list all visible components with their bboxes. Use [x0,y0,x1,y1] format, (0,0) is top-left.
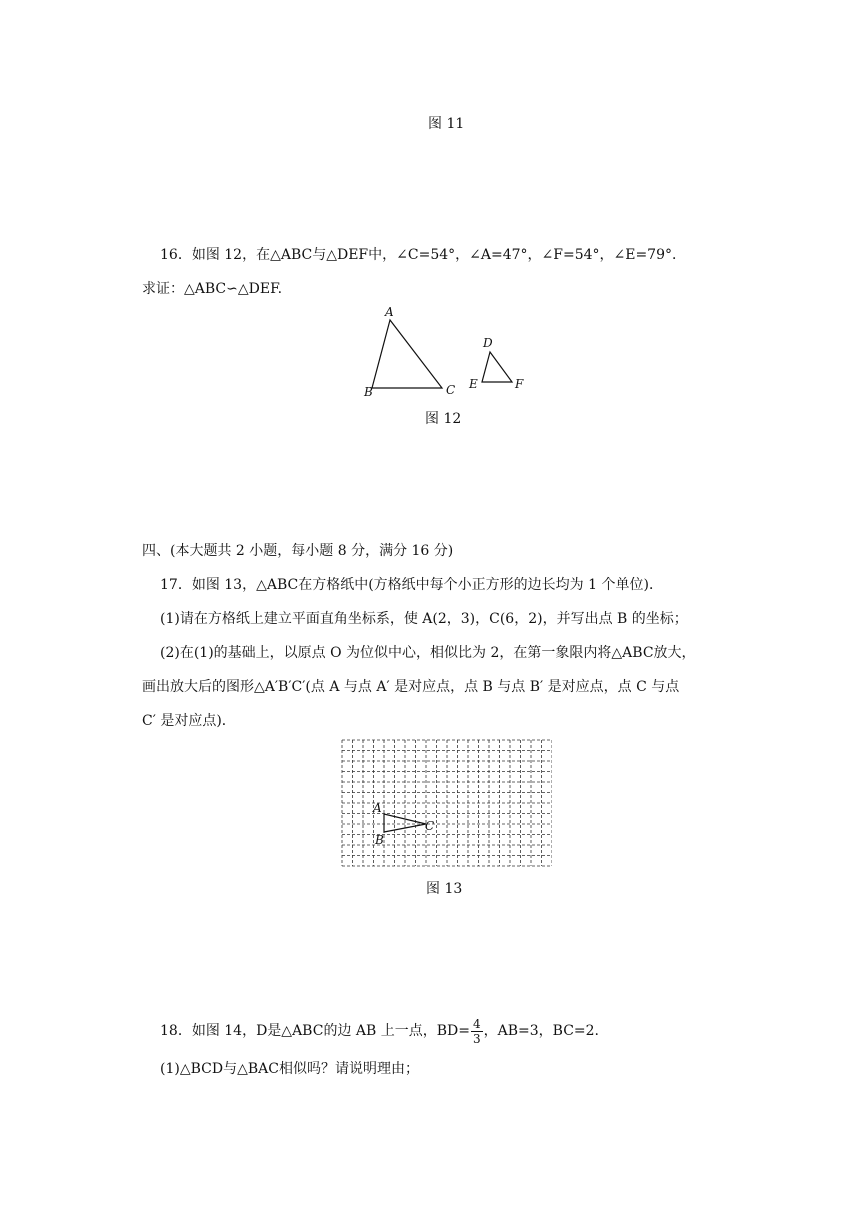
q17-part2-line1: (2)在(1)的基础上，以原点 O 为位似中心，相似比为 2，在第一象限内将△ABC放大， [160,645,696,661]
label-b: B [364,385,373,399]
section-4-heading: 四、(本大题共 2 小题，每小题 8 分，满分 16 分) [142,543,454,559]
grid-label-a: A [373,801,382,815]
q18-line1-pre: 18．如图 14，D是△ABC的边 AB 上一点，BD= [160,1023,470,1039]
figure-12 [360,300,540,404]
figure-11-caption: 图 11 [428,116,465,132]
label-c: C [446,383,456,397]
label-f: F [515,377,524,391]
fraction-four-thirds [471,1017,483,1046]
figure-13-caption: 图 13 [426,881,463,897]
label-d: D [483,336,493,350]
figure-12-caption: 图 12 [425,411,462,427]
q17-part2-line2: 画出放大后的图形△A′B′C′(点 A 与点 A′ 是对应点，点 B 与点 B′ 是对应点，点 C 与点 [142,679,680,695]
grid-label-b: B [375,833,384,847]
figure-13-grid [340,738,552,868]
q17-part2-line3: C′ 是对应点)． [142,713,236,729]
label-a: A [385,305,394,319]
fraction-numerator: 4 [472,1016,481,1031]
fraction-denominator: 3 [472,1031,481,1046]
q16-line2: 求证：△ABC∽△DEF. [142,281,283,297]
q18-part1: (1)△BCD与△BAC相似吗？请说明理由； [160,1061,419,1077]
q17-part1: (1)请在方格纸上建立平面直角坐标系，使 A(2，3)，C(6，2)，并写出点 B 的坐标； [160,611,688,627]
triangle-def [482,352,512,382]
triangle-abc [372,320,442,388]
q18-line1-post: ，AB=3，BC=2. [483,1023,600,1039]
q17-line1: 17．如图 13，△ABC在方格纸中(方格纸中每个小正方形的边长均为 1 个单位)． [160,577,663,593]
q18-line1 [160,1014,599,1048]
q16-line1: 16．如图 12，在△ABC与△DEF中，∠C=54°，∠A=47°，∠F=54°，∠E=79°． [160,247,686,263]
grid-label-c: C [425,819,435,833]
label-e: E [469,377,478,391]
